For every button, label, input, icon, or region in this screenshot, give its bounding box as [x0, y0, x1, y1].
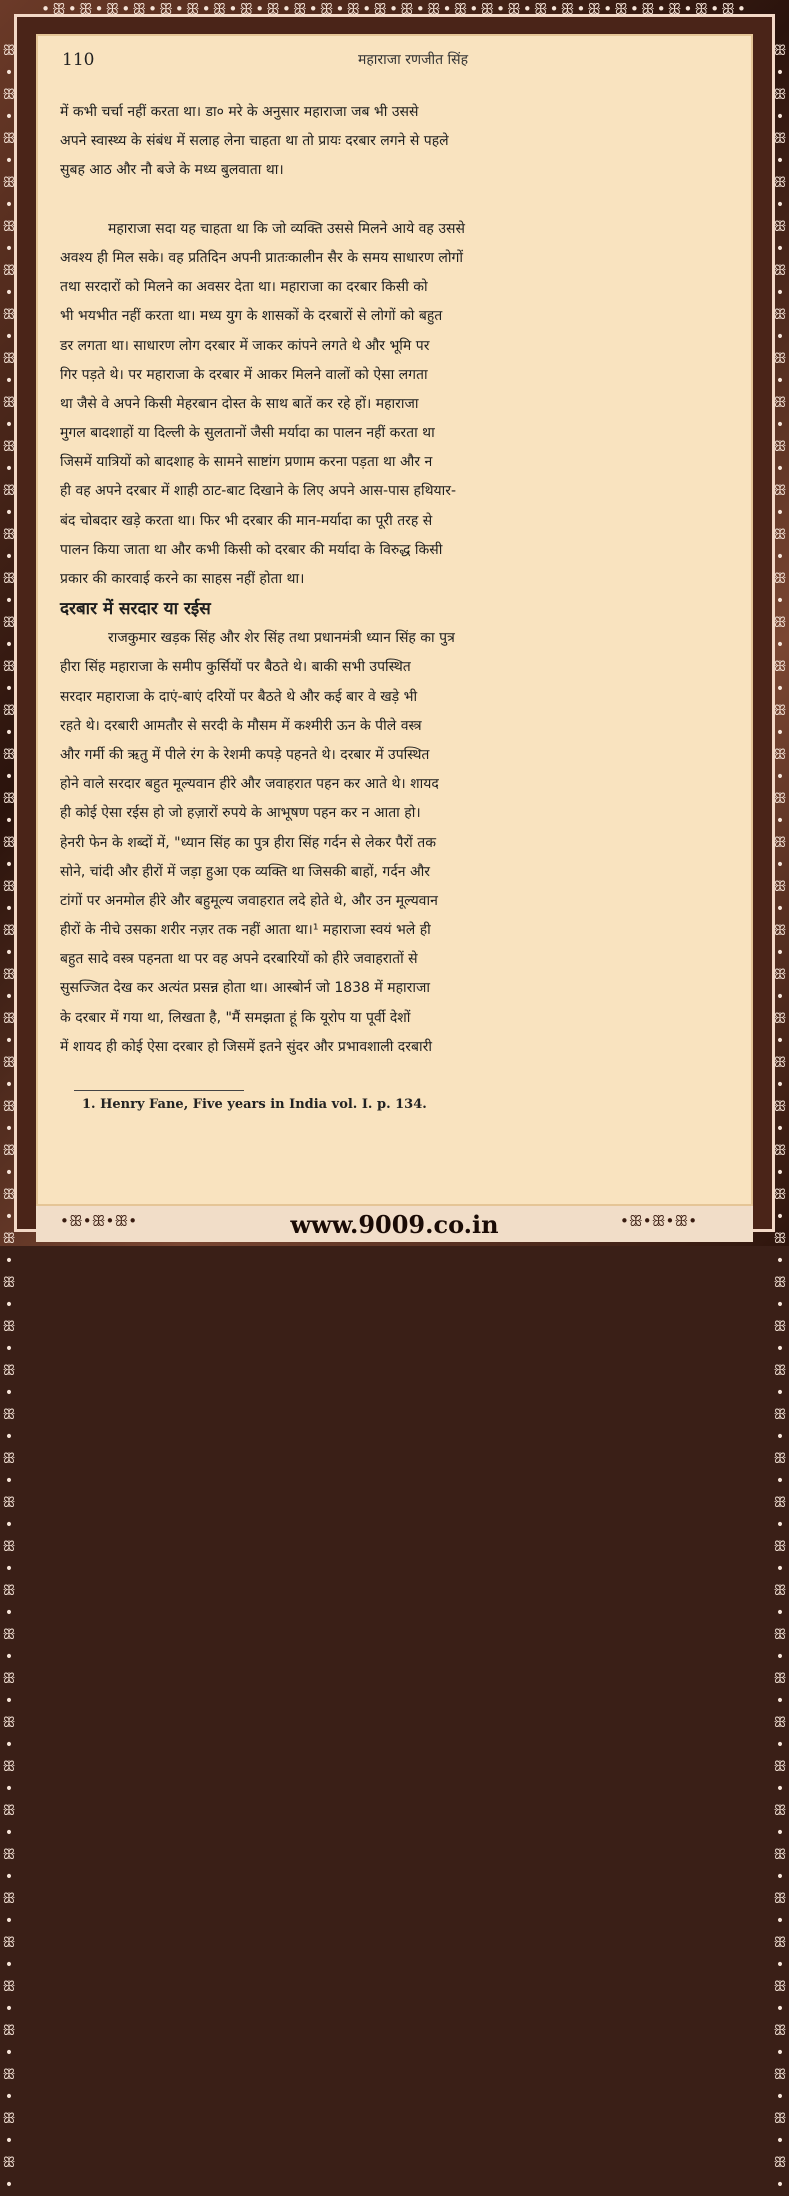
- ornament-top: •ꕥ•ꕥ•ꕥ•ꕥ•ꕥ•ꕥ•ꕥ•ꕥ•ꕥ•ꕥ•ꕥ•ꕥ•ꕥ•ꕥ•ꕥ•ꕥ•ꕥ•ꕥ•ꕥ•ꕥ•ꕥ•ꕥ•ꕥ•ꕥ•ꕥ•ꕥ•: [41, 0, 748, 18]
- text-line: और गर्मी की ऋतु में पीले रंग के रेशमी कपड़े पहनते थे। दरबार में उपस्थित: [60, 746, 430, 763]
- text-line: मुगल बादशाहों या दिल्ली के सुलतानों जैसी मर्यादा का पालन नहीं करता था: [60, 425, 435, 442]
- text-line: अपने स्वास्थ्य के संबंध में सलाह लेना चाहता था तो प्रायः दरबार लगने से पहले: [60, 133, 449, 150]
- text-line: रहते थे। दरबारी आमतौर से सरदी के मौसम में कश्मीरी ऊन के पीले वस्त्र: [60, 717, 422, 734]
- text-line: में शायद ही कोई ऐसा दरबार हो जिसमें इतने सुंदर और प्रभावशाली दरबारी: [60, 1038, 432, 1055]
- text-line: सोने, चांदी और हीरों में जड़ा हुआ एक व्यक्ति था जिसकी बाहों, गर्दन और: [60, 863, 431, 880]
- text-line: के दरबार में गया था, लिखता है, "मैं समझता हूं कि यूरोप या पूर्वी देशों: [60, 1009, 411, 1026]
- text-line: ही वह अपने दरबार में शाही ठाट-बाट दिखाने के लिए अपने आस-पास हथियार-: [60, 483, 457, 500]
- text-line: भी भयभीत नहीं करता था। मध्य युग के शासकों के दरबारों से लोगों को बहुत: [60, 308, 443, 325]
- text-line: महाराजा सदा यह चाहता था कि जो व्यक्ति उससे मिलने आये वह उससे: [108, 220, 465, 237]
- text-line: सरदार महाराजा के दाएं-बाएं दरियों पर बैठते थे और कई बार वे खड़े भी: [60, 688, 418, 705]
- text-line: टांगों पर अनमोल हीरे और बहुमूल्य जवाहरात लदे होते थे, और उन मूल्यवान: [60, 892, 438, 909]
- running-title: महाराजा रणजीत सिंह: [358, 52, 469, 68]
- text-line: होने वाले सरदार बहुत मूल्यवान हीरे और जवाहरात पहन कर आते थे। शायद: [60, 776, 439, 793]
- section-heading: दरबार में सरदार या रईस: [60, 599, 211, 620]
- text-line: ही कोई ऐसा रईस हो जो हज़ारों रुपये के आभूषण पहन कर न आता हो।: [60, 805, 421, 822]
- footnote: 1. Henry Fane, Five years in India vol. I. p. 134.: [82, 1097, 427, 1112]
- footer-ornament-left: •ꕥ•ꕥ•ꕥ•: [60, 1212, 138, 1230]
- paragraph-block-1: [60, 98, 700, 594]
- text-line: प्रकार की कारवाई करने का साहस नहीं होता था।: [60, 571, 305, 587]
- text-line: [60, 186, 700, 215]
- text-line: जिसमें यात्रियों को बादशाह के सामने साष्टांग प्रणाम करना पड़ता था और न: [60, 454, 433, 471]
- page-number: 110: [62, 50, 95, 70]
- text-line: बंद चोबदार खड़े करता था। फिर भी दरबार की मान-मर्यादा का पूरी तरह से: [60, 512, 433, 529]
- ornament-right: ꕥ•ꕥ•ꕥ•ꕥ•ꕥ•ꕥ•ꕥ•ꕥ•ꕥ•ꕥ•ꕥ•ꕥ•ꕥ•ꕥ•ꕥ•ꕥ•ꕥ•ꕥ•ꕥ•ꕥ•ꕥ•ꕥ•ꕥ•ꕥ•ꕥ•ꕥ•ꕥ•ꕥ•ꕥ•ꕥ•ꕥ•ꕥ•ꕥ•ꕥ•ꕥ•ꕥ•ꕥ•ꕥ•ꕥ•ꕥ•ꕥ•ꕥ•ꕥ•ꕥ•ꕥ•ꕥ•ꕥ•ꕥ•ꕥ•: [773, 43, 787, 2193]
- text-line: गिर पड़ते थे। पर महाराजा के दरबार में आकर मिलने वालों को ऐसा लगता: [60, 366, 428, 383]
- website-link[interactable]: www.9009.co.in: [290, 1210, 499, 1239]
- text-line: पालन किया जाता था और कभी किसी को दरबार की मर्यादा के विरुद्ध किसी: [60, 541, 443, 558]
- footnote-rule: [74, 1090, 244, 1091]
- text-line: राजकुमार खड़क सिंह और शेर सिंह तथा प्रधानमंत्री ध्यान सिंह का पुत्र: [108, 630, 455, 647]
- body-text: [60, 98, 700, 1062]
- text-line: डर लगता था। साधारण लोग दरबार में जाकर कांपने लगते थे और भूमि पर: [60, 337, 430, 354]
- page-header: [62, 50, 522, 74]
- footer-ornament-right: •ꕥ•ꕥ•ꕥ•: [620, 1212, 698, 1230]
- text-line: अवश्य ही मिल सके। वह प्रतिदिन अपनी प्रातःकालीन सैर के समय साधारण लोगों: [60, 249, 464, 266]
- text-line: सुबह आठ और नौ बजे के मध्य बुलवाता था।: [60, 162, 284, 179]
- text-line: हीरों के नीचे उसका शरीर नज़र तक नहीं आता था।¹ महाराजा स्वयं भले ही: [60, 922, 431, 939]
- text-line: तथा सरदारों को मिलने का अवसर देता था। महाराजा का दरबार किसी को: [60, 279, 428, 296]
- paragraph-block-2: [60, 624, 700, 1062]
- ornament-left: ꕥ•ꕥ•ꕥ•ꕥ•ꕥ•ꕥ•ꕥ•ꕥ•ꕥ•ꕥ•ꕥ•ꕥ•ꕥ•ꕥ•ꕥ•ꕥ•ꕥ•ꕥ•ꕥ•ꕥ•ꕥ•ꕥ•ꕥ•ꕥ•ꕥ•ꕥ•ꕥ•ꕥ•ꕥ•ꕥ•ꕥ•ꕥ•ꕥ•ꕥ•ꕥ•ꕥ•ꕥ•ꕥ•ꕥ•ꕥ•ꕥ•ꕥ•ꕥ•ꕥ•ꕥ•ꕥ•ꕥ•ꕥ•ꕥ•: [2, 43, 16, 2193]
- text-line: सुसज्जित देख कर अत्यंत प्रसन्न होता था। आस्बोर्न जो 1838 में महाराजा: [60, 980, 431, 997]
- text-line: हीरा सिंह महाराजा के समीप कुर्सियों पर बैठते थे। बाकी सभी उपस्थित: [60, 659, 411, 676]
- text-line: में कभी चर्चा नहीं करता था। डा० मरे के अनुसार महाराजा जब भी उससे: [60, 104, 419, 120]
- text-line: बहुत सादे वस्त्र पहनता था पर वह अपने दरबारियों को हीरे जवाहरातों से: [60, 951, 418, 968]
- text-line: था जैसे वे अपने किसी मेहरबान दोस्त के साथ बातें कर रहे हों। महाराजा: [60, 395, 419, 412]
- text-line: हेनरी फेन के शब्दों में, "ध्यान सिंह का पुत्र हीरा सिंह गर्दन से लेकर पैरों तक: [60, 834, 436, 851]
